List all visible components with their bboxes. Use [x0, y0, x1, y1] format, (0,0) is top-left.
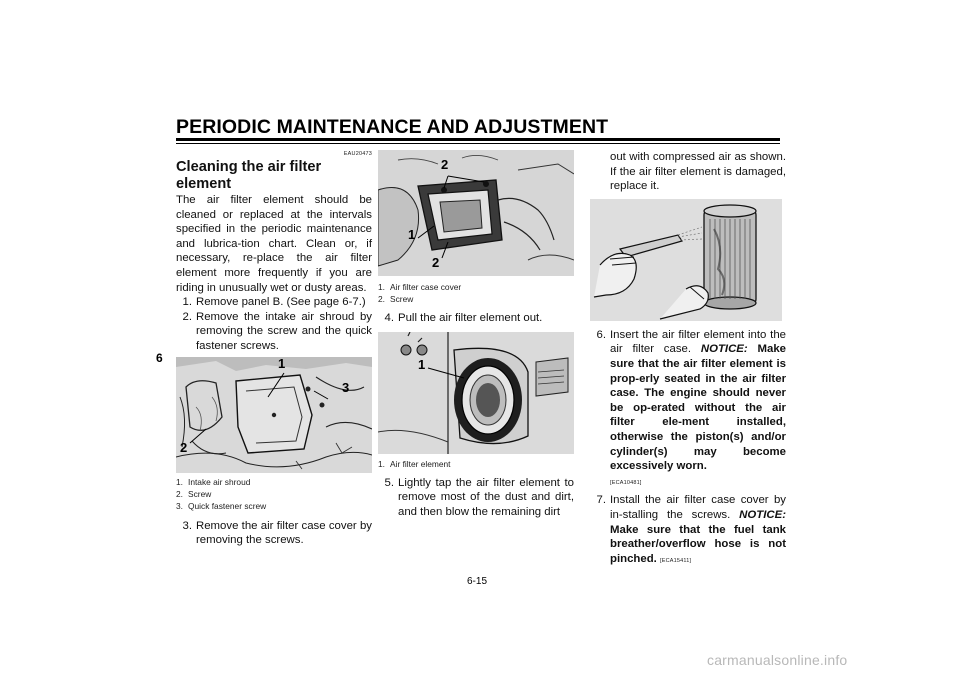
step-number: 5.: [384, 476, 394, 489]
step-text: Lightly tap the air filter element to remove most of the dust and dirt, and then blow the remaining dirt: [398, 476, 574, 518]
step-text: Insert the air filter element into the air filter case.: [610, 328, 786, 356]
caption-text: Intake air shroud: [188, 476, 251, 487]
caption-item: [176, 488, 372, 500]
caption-item: [378, 281, 574, 293]
step-number: 7.: [596, 494, 606, 507]
intro-paragraph: The air filter element should be cleaned or replaced at the intervals specified in the periodic maintenance and lubrica-tion chart. Clean or, if necessary, re-place the air filter element more frequently if you are riding in unusually wet or dusty areas.: [176, 194, 372, 294]
step-7: [590, 493, 786, 568]
step-2: [176, 310, 372, 354]
figure-callout: 1: [278, 356, 286, 371]
step-text: Remove the intake air shroud by removing the screw and the quick fastener screws.: [196, 310, 372, 352]
intake-shroud-illustration: [176, 357, 372, 473]
case-cover-illustration: [378, 150, 574, 276]
caption-number: 1.: [378, 282, 385, 292]
step-4: [378, 311, 574, 326]
step-5: [378, 476, 574, 520]
step-6: [590, 328, 786, 491]
figure-compressed-air: [590, 199, 782, 321]
caption-item: [176, 476, 372, 488]
page-number: 6-15: [467, 576, 488, 587]
step-text-group: [610, 493, 786, 568]
header-rule: [176, 138, 780, 141]
section-title: Cleaning the air filter element: [176, 159, 322, 192]
step-text: Remove the air filter case cover by removing the screws.: [196, 519, 372, 547]
caption-number: 1.: [378, 458, 385, 469]
step-number: 3.: [182, 519, 192, 532]
step-text: out with compressed air as shown. If the air filter element is damaged, replace it.: [610, 151, 786, 193]
step-1: [176, 295, 372, 310]
caption-text: Screw: [188, 488, 212, 499]
step-text: Remove panel B. (See page 6-7.): [196, 296, 366, 309]
caption-text: Quick fastener screw: [188, 500, 267, 511]
caption-number: 1.: [176, 476, 183, 487]
notice-label: NOTICE:: [700, 343, 748, 356]
column-3: [590, 150, 786, 568]
notice-label: NOTICE:: [739, 508, 786, 521]
figure-callout: 2: [441, 157, 449, 172]
filter-element-illustration: [378, 332, 574, 454]
figure-air-filter-case-cover: [378, 150, 574, 276]
figure-air-filter-element: [378, 332, 574, 454]
figure-callout: 1: [418, 356, 426, 372]
step-text: Pull the air filter element out.: [398, 312, 543, 324]
figure-callout: 2: [180, 439, 188, 455]
watermark: carmanualsonline.info: [707, 652, 848, 668]
chapter-tab: 6: [156, 351, 163, 365]
caption-text: Air filter element: [390, 458, 451, 469]
column-2: [378, 150, 574, 519]
figure-1-captions: [176, 476, 372, 512]
notice-code: [ECA15411]: [660, 557, 692, 564]
figure-2-captions: [378, 281, 574, 305]
caption-item: [378, 458, 574, 470]
step-number: 6.: [596, 328, 606, 341]
caption-number: 2.: [176, 488, 183, 499]
step-number: 4.: [384, 312, 394, 324]
caption-text: Air filter case cover: [390, 282, 462, 292]
step-5-continuation: [590, 150, 786, 194]
page-header-title: PERIODIC MAINTENANCE AND ADJUSTMENT: [176, 116, 609, 138]
header-rule-thin: [176, 143, 780, 144]
figure-intake-air-shroud: [176, 357, 372, 473]
step-number: 2.: [182, 310, 192, 323]
figure-3-captions: [378, 458, 574, 470]
step-text: Install the air filter case cover by in-stalling the screws.: [610, 494, 786, 521]
notice-code: [ECA10481]: [610, 479, 642, 486]
column-1: [176, 150, 372, 548]
caption-item: [176, 500, 372, 512]
step-indent: [590, 150, 610, 194]
step-number: 1.: [182, 296, 192, 309]
caption-text: Screw: [390, 294, 414, 304]
caption-number: 3.: [176, 500, 183, 511]
compressed-air-illustration: [590, 199, 782, 321]
notice-text: Make sure that the air filter element is prop-erly seated in the air filter case. The engine should never be op-erated without the air filter ele-ment installed, otherwise the piston(s) and/or cylinder(s) may become excessively worn.: [610, 343, 787, 473]
step-3: [176, 519, 372, 548]
section-code: EAU20473: [343, 151, 372, 157]
caption-item: [378, 293, 574, 305]
figure-callout: 1: [408, 227, 416, 242]
figure-callout: 3: [342, 379, 350, 395]
caption-number: 2.: [378, 294, 385, 304]
step-text-group: [610, 328, 786, 491]
notice-text: Make sure that the fuel tank breather/overflow hose is not pinched.: [610, 523, 786, 565]
figure-callout: 2: [432, 255, 440, 270]
